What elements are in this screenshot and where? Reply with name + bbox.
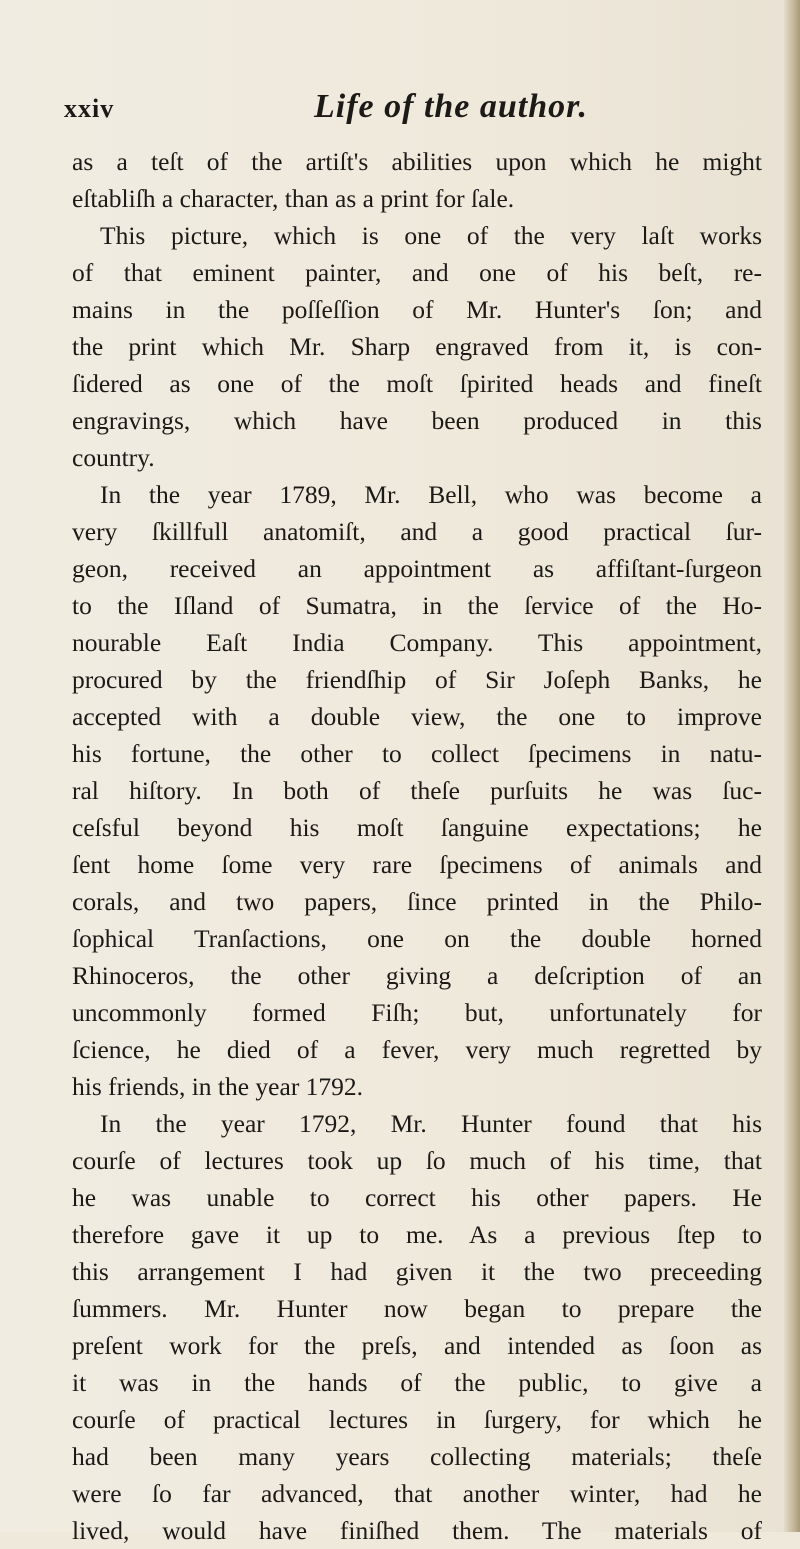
text-line: This picture, which is one of the very laſt works	[100, 221, 762, 250]
text-line: ſidered as one of the moſt ſpirited heads and fineſt	[72, 369, 762, 398]
text-line: mains in the poſſeſſion of Mr. Hunter's ſon; and	[72, 295, 762, 324]
text-line: ſummers. Mr. Hunter now began to prepare the	[72, 1294, 762, 1323]
text-line: ſcience, he died of a fever, very much regretted by	[72, 1035, 762, 1064]
text-line: geon, received an appointment as affiſtant-ſurgeon	[72, 554, 762, 583]
running-head	[64, 88, 754, 128]
text-line: ſent home ſome very rare ſpecimens of animals and	[72, 850, 762, 879]
body-text	[72, 143, 762, 1549]
text-line: this arrangement I had given it the two preceeding	[72, 1257, 762, 1286]
text-line: In the year 1792, Mr. Hunter found that his	[100, 1109, 762, 1138]
page-number: xxiv	[64, 94, 115, 123]
text-line: procured by the friendſhip of Sir Joſeph Banks, he	[72, 665, 762, 694]
text-line: uncommonly formed Fiſh; but, unfortunately for	[72, 998, 762, 1027]
text-line: ceſsful beyond his moſt ſanguine expectations; he	[72, 813, 762, 842]
text-line: corals, and two papers, ſince printed in the Philo-	[72, 887, 762, 916]
text-line: eſtabliſh a character, than as a print for ſale.	[72, 184, 515, 213]
text-line: preſent work for the preſs, and intended as ſoon as	[72, 1331, 762, 1360]
text-line: engravings, which have been produced in this	[72, 406, 762, 435]
text-line: ral hiſtory. In both of theſe purſuits he was ſuc-	[72, 776, 762, 805]
text-line: it was in the hands of the public, to give a	[72, 1368, 762, 1397]
text-line: of that eminent painter, and one of his beſt, re-	[72, 258, 762, 287]
text-line: lived, would have finiſhed them. The materials of	[72, 1516, 762, 1545]
running-head-title: Life of the author.	[314, 88, 589, 125]
text-line: accepted with a double view, the one to improve	[72, 702, 762, 731]
text-line: therefore gave it up to me. As a previous ſtep to	[72, 1220, 762, 1249]
text-line: courſe of practical lectures in ſurgery, for which he	[72, 1405, 762, 1434]
text-line: very ſkillfull anatomiſt, and a good practical ſur-	[72, 517, 762, 546]
text-line: his fortune, the other to collect ſpecimens in natu-	[72, 739, 762, 768]
text-line: were ſo far advanced, that another winter, had he	[72, 1479, 762, 1508]
text-line: as a teſt of the artiſt's abilities upon which he might	[72, 147, 762, 176]
text-line: to the Iſland of Sumatra, in the ſervice of the Ho-	[72, 591, 762, 620]
text-line: country.	[72, 443, 155, 472]
text-line: he was unable to correct his other papers. He	[72, 1183, 762, 1212]
text-line: his friends, in the year 1792.	[72, 1072, 364, 1101]
text-line: nourable Eaſt India Company. This appointment,	[72, 628, 762, 657]
text-line: ſophical Tranſactions, one on the double horned	[72, 924, 762, 953]
text-line: had been many years collecting materials; theſe	[72, 1442, 762, 1471]
text-line: In the year 1789, Mr. Bell, who was become a	[100, 480, 762, 509]
text-line: the print which Mr. Sharp engraved from it, is con-	[72, 332, 762, 361]
page-edge-shadow	[784, 0, 800, 1532]
text-line: Rhinoceros, the other giving a deſcription of an	[72, 961, 762, 990]
text-line: courſe of lectures took up ſo much of his time, that	[72, 1146, 762, 1175]
